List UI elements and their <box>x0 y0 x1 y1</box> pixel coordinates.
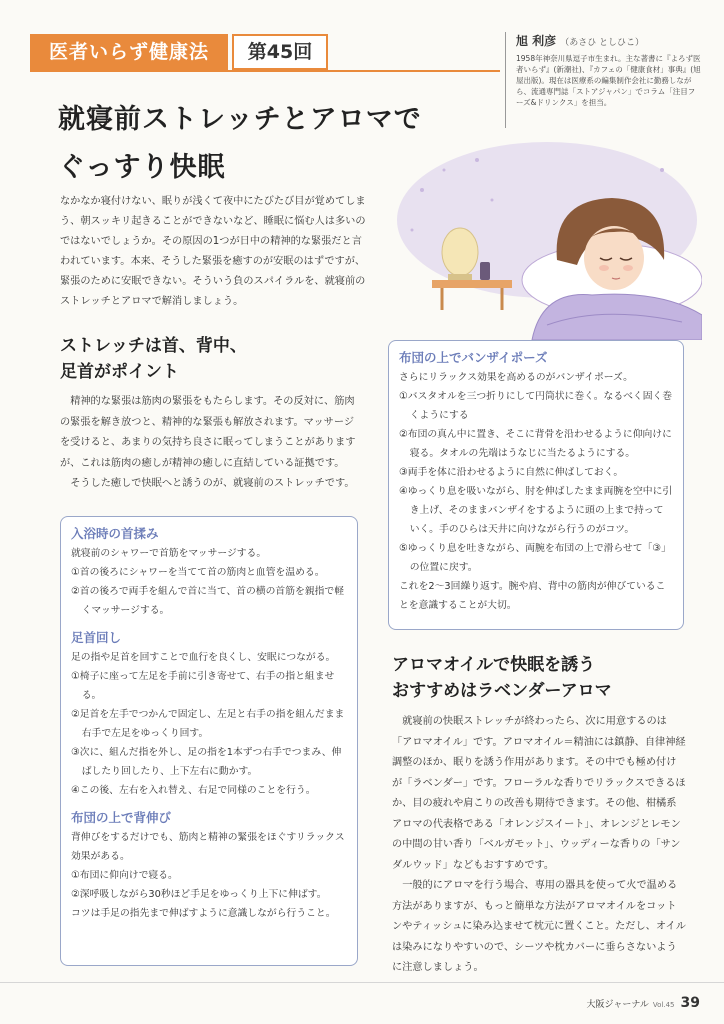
box-list-item: ②布団の真ん中に置き、そこに背骨を沿わせるように仰向けに寝る。タオルの先端はうなじに当たるようにする。 <box>399 429 672 459</box>
volume-number: Vol.45 <box>652 1001 675 1009</box>
box-text <box>399 368 673 615</box>
section2-paragraph: 一般的にアロマを行う場合、専用の器具を使って火で温める方法がありますが、もっと簡単な方法がアロマオイルをコットンやティッシュに染み込ませて枕元に置くこと。ただし、オイルは染みになりやすいので、シーツや枕カバーに垂らさないように注意しましょう。 <box>392 880 686 973</box>
article-title-line2: ぐっすり快眠 <box>58 152 226 183</box>
article-title <box>58 96 438 192</box>
box-text-line: コツは手足の指先まで伸ばすように意識しながら行うこと。 <box>71 908 336 919</box>
section1-body <box>60 392 360 495</box>
box-text-line: 背伸びをするだけでも、筋肉と精神の緊張をほぐすリラックス効果がある。 <box>71 832 345 862</box>
sleeping-woman-illustration <box>382 140 702 340</box>
box-heading: 布団の上でバンザイポーズ <box>399 350 548 365</box>
box-list-item: ③両手を体に沿わせるように自然に伸ばしておく。 <box>399 467 624 478</box>
section2-body <box>392 712 686 979</box>
box-heading: 入浴時の首揉み <box>71 526 159 541</box>
issue-number: 第45回 <box>232 34 328 70</box>
box-list-item: ①布団に仰向けで寝る。 <box>71 870 178 881</box>
box-text-line: さらにリラックス効果を高めるのがバンザイポーズ。 <box>399 372 633 383</box>
stretch-box-left <box>60 516 358 966</box>
series-title: 医者いらず健康法 <box>30 34 228 70</box>
page-number: 39 <box>680 995 700 1011</box>
box-list-item: ①首の後ろにシャワーを当てて首の筋肉と血管を温める。 <box>71 567 325 578</box>
box-list-item: ①椅子に座って左足を手前に引き寄せて、右手の指と組ませる。 <box>71 671 335 701</box>
footer-rule <box>0 982 724 983</box>
section1-heading <box>60 333 360 385</box>
box-list-item: ④ゆっくり息を吸いながら、肘を伸ばしたまま両腕を空中に引き上げ、そのままバンザイをするように頭の上まで持っていく。手のひらは天井に向けながら行うのがコツ。 <box>399 486 673 535</box>
section1-paragraph: そうした癒しで快眠へと誘うのが、就寝前のストレッチです。 <box>70 478 355 489</box>
section2-heading <box>392 652 692 704</box>
footer <box>587 995 700 1011</box>
article-title-line1: 就寝前ストレッチとアロマで <box>58 104 422 135</box>
intro-paragraph: なかなか寝付けない、眠りが浅くて夜中にたびたび目が覚めてしまう、朝スッキリ起きることができないなど、睡眠に悩む人は多いのではないでしょうか。その原因の1つが日中の精神的な緊張だと言われています。本来、そうした緊張を癒すのが安眠のはずですが、緊張のために安眠できない。そういう負のスパイラルを、就寝前のストレッチとアロマで解消しましょう。 <box>60 196 366 307</box>
box-text-line: 就寝前のシャワーで首筋をマッサージする。 <box>71 548 267 559</box>
box-heading: 布団の上で背伸び <box>71 810 172 825</box>
box-text-line: 足の指や足首を回すことで血行を良くし、安眠につながる。 <box>71 652 336 663</box>
box-list-item: ③次に、組んだ指を外し、足の指を1本ずつ右手でつまみ、伸ばしたり回したり、上下左右に動かす。 <box>71 747 342 777</box>
header-rule <box>30 70 500 72</box>
author-box <box>505 32 701 128</box>
section1-paragraph: 精神的な緊張は筋肉の緊張をもたらします。その反対に、筋肉の緊張を解き放つと、精神的な緊張も解放されます。マッサージを受けると、あまりの気持ち良さに眠ってしまうことがありますが、これは筋肉の癒しが精神の癒しに直結している証拠です。 <box>60 396 356 469</box>
box-list-item: ②首の後ろで両手を組んで首に当て、首の横の首筋を親指で軽くマッサージする。 <box>71 586 345 616</box>
box-text <box>71 828 347 923</box>
author-name-text: 旭 利彦 <box>516 34 557 48</box>
box-list-item: ②足首を左手でつかんで固定し、左足と右手の指を組んだまま右手で左足をゆっくり回す。 <box>71 709 345 739</box>
author-kana: （あさひ としひこ） <box>560 38 645 48</box>
box-list-item: ④この後、左右を入れ替え、右足で同様のことを行う。 <box>71 785 316 796</box>
magazine-name: 大阪ジャーナル <box>586 1000 649 1010</box>
box-text <box>71 544 347 620</box>
box-text <box>71 648 347 800</box>
box-list-item: ⑤ゆっくり息を吐きながら、両腕を布団の上で滑らせて「③」の位置に戻す。 <box>399 543 671 573</box>
box-list-item: ①バスタオルを三つ折りにして円筒状に巻く。なるべく固く巻くようにする <box>399 391 673 421</box>
banzai-box <box>388 340 684 630</box>
author-name <box>516 32 701 49</box>
box-list-item: ②深呼吸しながら30秒ほど手足をゆっくり上下に伸ばす。 <box>71 889 327 900</box>
box-text-line: これを2～3回繰り返す。腕や肩、背中の筋肉が伸びていることを意識することが大切。 <box>399 581 666 611</box>
section1-heading-line1: ストレッチは首、背中、 <box>60 336 247 356</box>
section2-heading-line1: アロマオイルで快眠を誘う <box>392 655 596 675</box>
box-heading: 足首回し <box>71 630 122 645</box>
section1-heading-line2: 足首がポイント <box>60 362 179 382</box>
author-bio: 1958年神奈川県逗子市生まれ。主な著書に『よろず医者いらず』(新潮社)、『カフェの「健康食材」事典』(旭屋出版)。現在は医療系の編集制作会社に勤務しながら、流通専門誌「ストアジャパン」でコラム「注目フーズ&ドリンクス」を担当。 <box>516 54 701 107</box>
section2-paragraph: 就寝前の快眠ストレッチが終わったら、次に用意するのは「アロマオイル」です。アロマオイル＝精油には鎮静、自律神経調整のほか、眠りを誘う作用があります。その中でも極め付けが「ラベンダー」です。フローラルな香りでリラックスできるほか、目の疲れや肩こりの改善も期待できます。その他、柑橘系アロマの代表格である「オレンジスイート」、オレンジとレモンの中間の甘い香り「ベルガモット」、ウッディーな香りの「サンダルウッド」などもおすすめです。 <box>392 716 686 871</box>
section2-heading-line2: おすすめはラベンダーアロマ <box>392 681 612 701</box>
